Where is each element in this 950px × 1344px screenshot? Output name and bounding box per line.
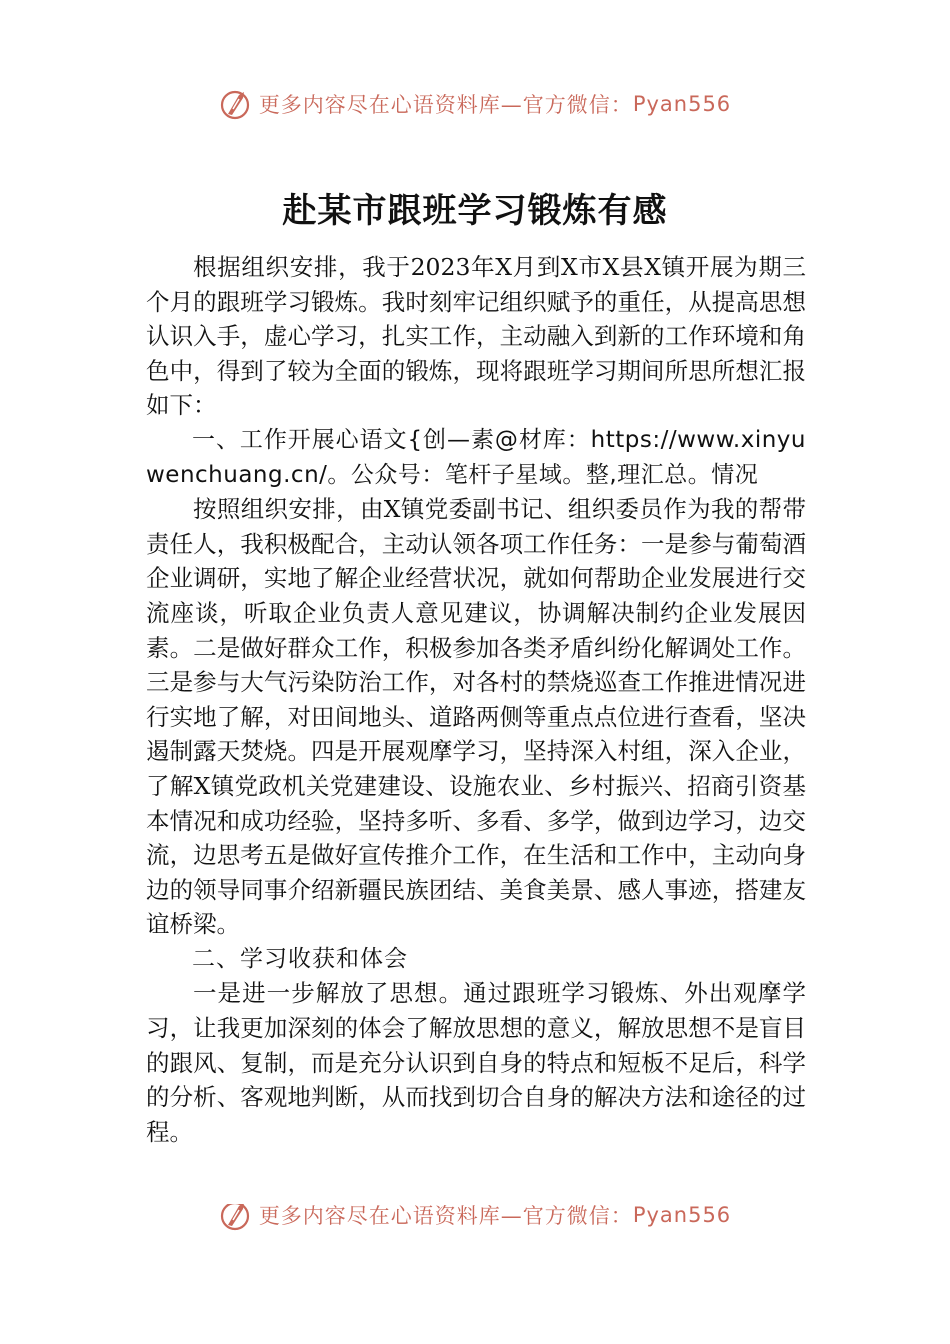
watermark-wechat-id-footer: Pyan556: [632, 1204, 732, 1227]
paragraph-gains: 一是进一步解放了思想。通过跟班学习锻炼、外出观摩学习，让我更加深刻的体会了解放思想的意义，解放思想不是盲目的跟风、复制，而是充分认识到自身的特点和短板不足后，科学的分析、客观地判断，从而找到切合自身的解决方法和途径的过程。: [146, 979, 806, 1146]
header-watermark: [0, 84, 950, 124]
footer-watermark: [0, 1204, 950, 1238]
section-heading-2: 二、学习收获和体会: [192, 945, 408, 972]
paragraph-work: 按照组织安排，由X镇党委副书记、组织委员作为我的帮带责任人，我积极配合，主动认领各项工作任务：一是参与葡萄酒企业调研，实地了解企业经营状况，就如何帮助企业发展进行交流座谈，听取企业负责人意见建议，协调解决制约企业发展因素。二是做好群众工作，积极参加各类矛盾纠纷化解调处工作。三是参与大气污染防治工作，对各村的禁烧巡查工作推进情况进行实地了解，对田间地头、道路两侧等重点点位进行查看，坚决遏制露天焚烧。四是开展观摩学习，坚持深入村组，深入企业，了解X镇党政机关党建建设、设施农业、乡村振兴、招商引资基本情况和成功经验，坚持多听、多看、多学，做到边学习，边交流，边思考五是做好宣传推介工作，在生活和工作中，主动向身边的领导同事介绍新疆民族团结、美食美景、感人事迹，搭建友谊桥梁。: [146, 495, 806, 939]
watermark-text: 更多内容尽在心语资料库—官方微信：: [258, 93, 633, 117]
paragraph-intro: 根据组织安排，我于2023年X月到X市X县X镇开展为期三个月的跟班学习锻炼。我时刻牢记组织赋予的重任，从提高思想认识入手，虚心学习，扎实工作，主动融入到新的工作环境和角色中，得到了较为全面的锻炼，现将跟班学习期间所思所想汇报如下：: [146, 253, 806, 420]
document-body: [146, 250, 806, 1149]
section-heading-1: 一、工作开展心语文{创—素@材库：https://www.xinyuwenchuang.cn/。公众号：笔杆子星域。整,理汇总。情况: [146, 426, 806, 488]
watermark-text-footer: 更多内容尽在心语资料库—官方微信：: [258, 1204, 633, 1228]
watermark-wechat-id: Pyan556: [632, 92, 732, 116]
pen-nib-circle-logo-icon: [219, 1204, 253, 1232]
pen-nib-circle-logo-icon: [219, 87, 253, 121]
document-title: 赴某市跟班学习锻炼有感: [282, 191, 668, 231]
